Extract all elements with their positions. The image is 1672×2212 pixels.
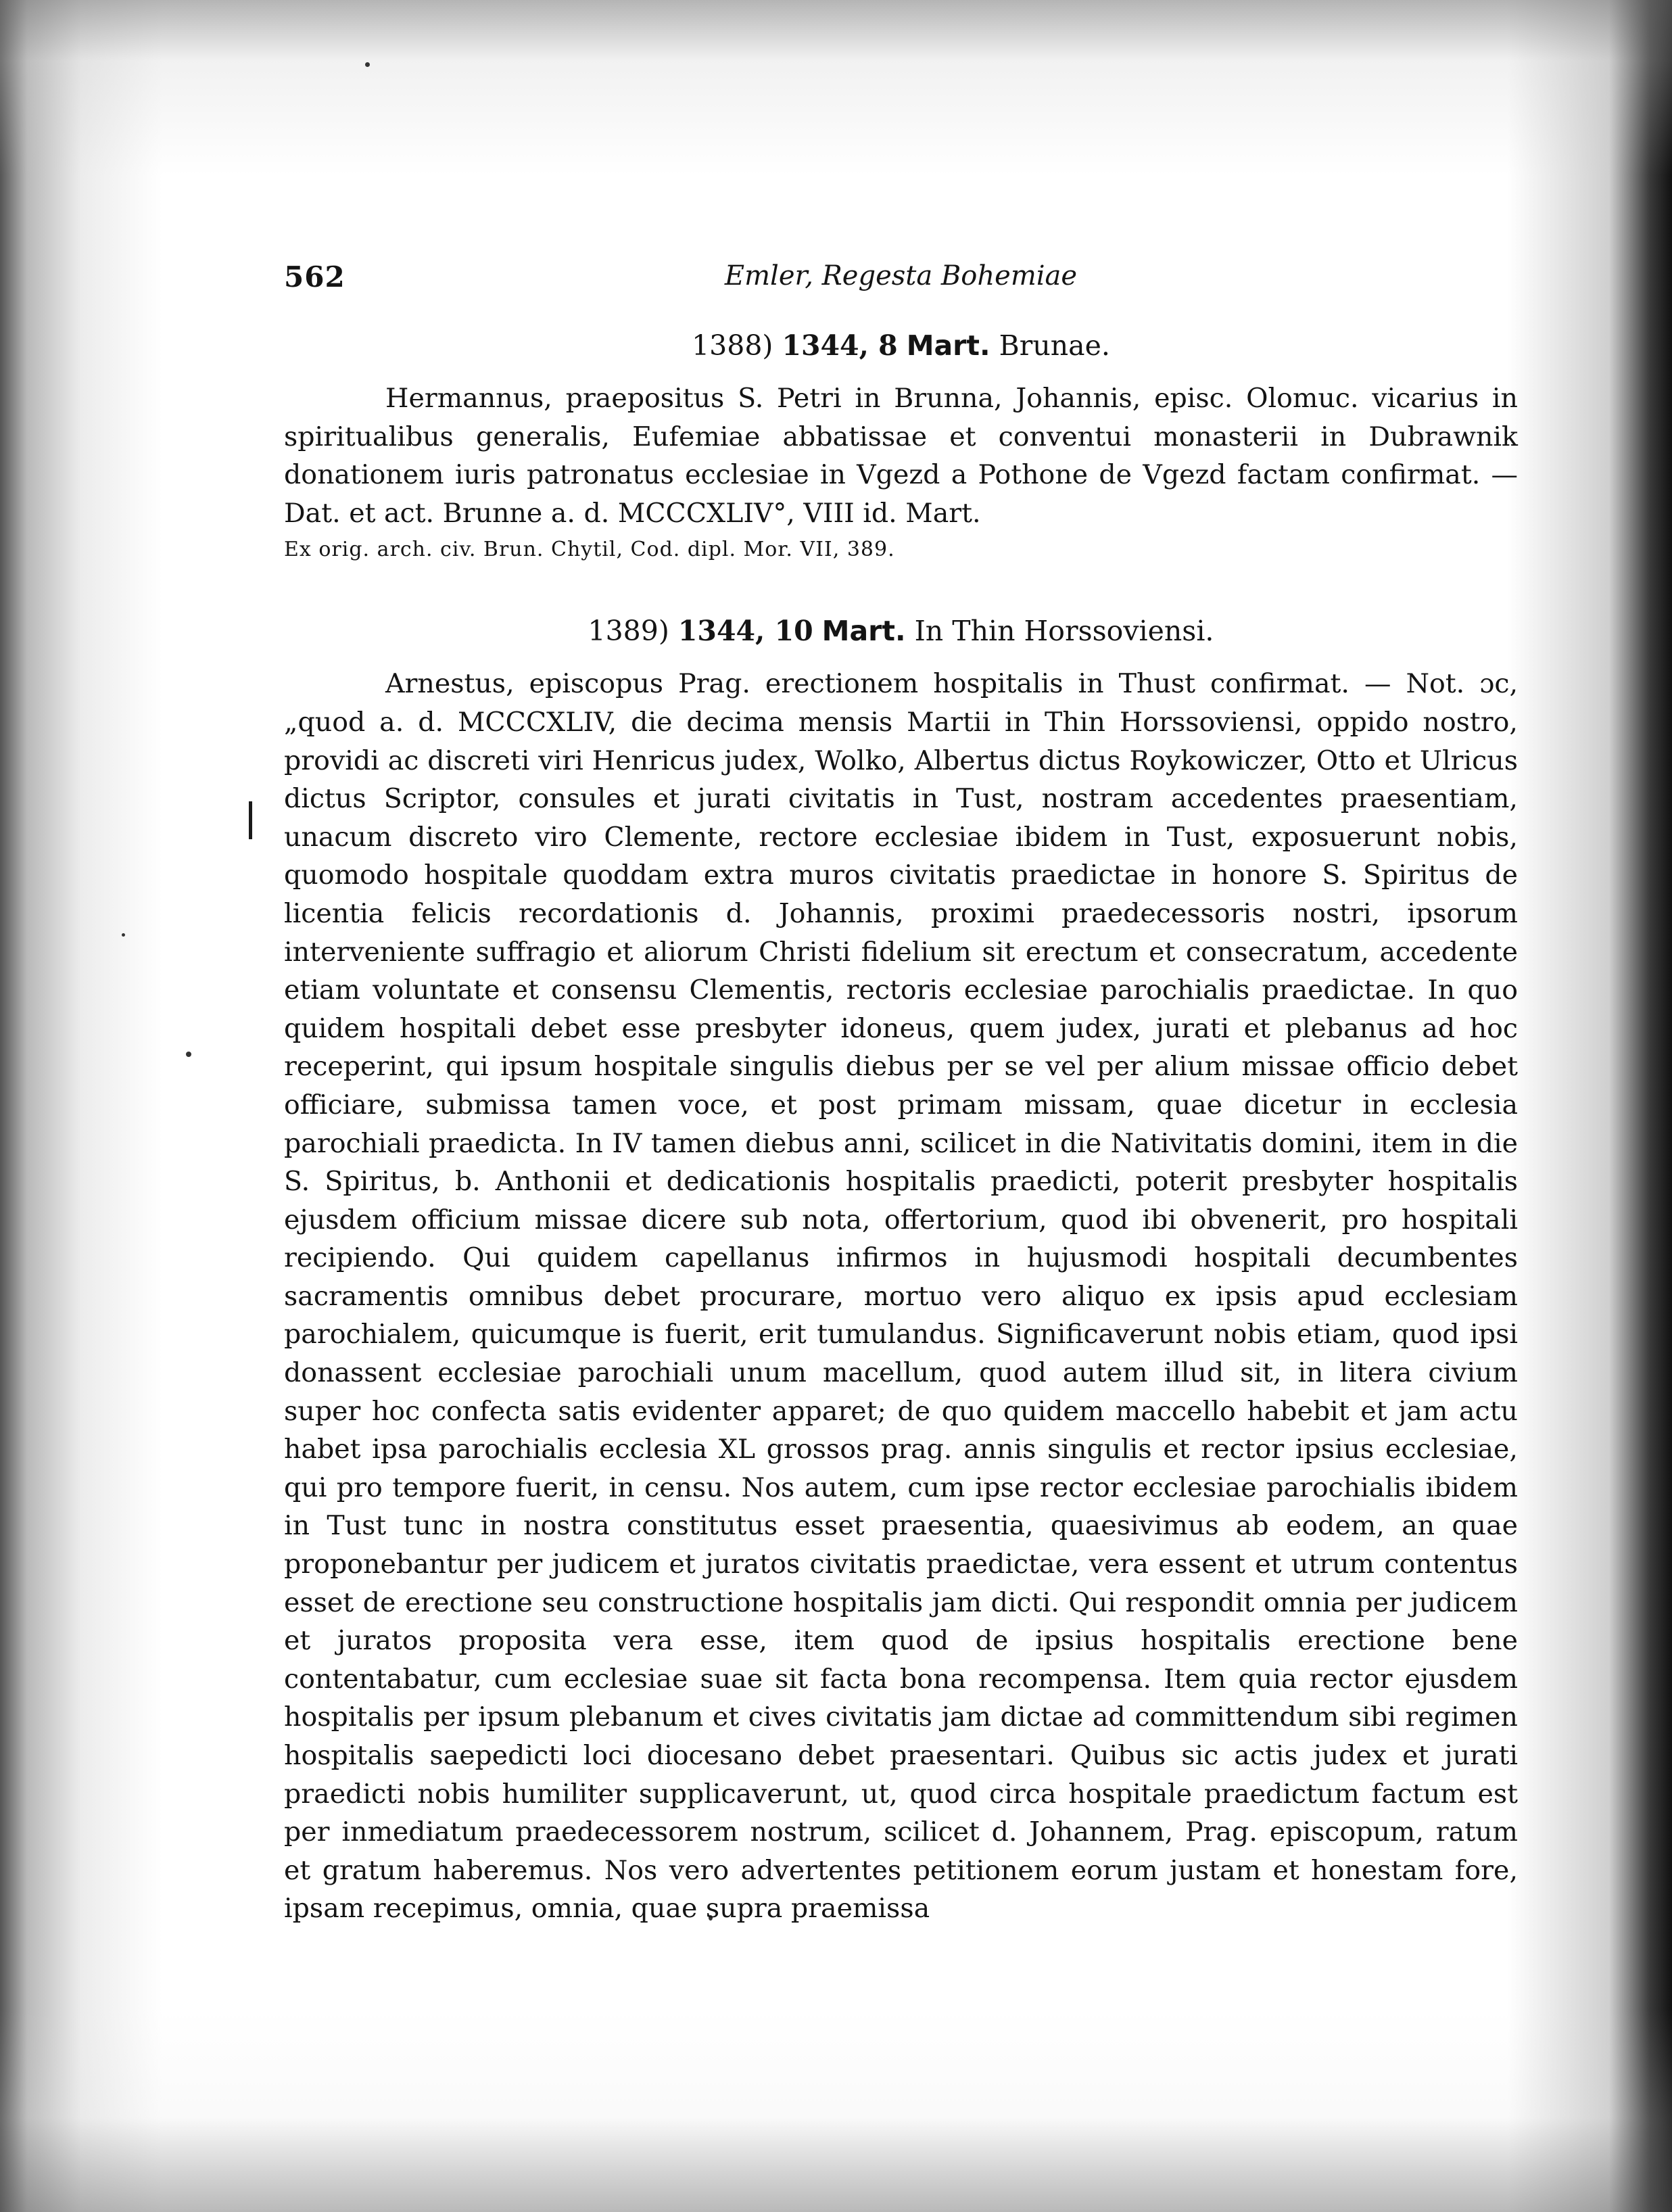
- entry-heading: [284, 327, 1518, 364]
- page-number: 562: [284, 260, 345, 293]
- entry-month: Mart.: [821, 615, 906, 648]
- speck: [365, 62, 370, 67]
- entry-text: Arnestus, episcopus Prag. erectionem hospitalis in Thust confirmat. — Not. ɔc, „quod a. d. MCCCXLIV, die decima mensis Martii in Thin Horssoviensi, oppido nostro, providi ac discreti viri Henricus judex, Wolko, Albertus dictus Roykowiczer, Otto et Ulricus dictus Scriptor, consules et jurati civitatis in Tust, nostram accedentes praesentiam, unacum discreto viro Clemente, rectore ecclesiae ibidem in Tust, exposuerunt nobis, quomodo hospitale quoddam extra muros civitatis praedictae in honore S. Spiritus de licentia felicis recordationis d. Johannis, proximi praedecessoris nostri, ipsorum interveniente suffragio et aliorum Christi fidelium sit erectum et consecratum, accedente etiam voluntate et consensu Clementis, rectoris ecclesiae parochialis praedictae. In quo quidem hospitali debet esse presbyter idoneus, quem judex, jurati et plebanus ad hoc receperint, qui ipsum hospitale singulis diebus per se vel per alium missae officio debet officiare, submissa tamen voce, et post primam missam, quae dicetur in ecclesia parochiali praedicta. In IV tamen diebus anni, scilicet in die Nativitatis domini, item in die S. Spiritus, b. Anthonii et dedicationis hospitalis praedicti, poterit presbyter hospitalis ejusdem officium missae dicere sub nota, offertorium, quod ibi obvenerit, pro hospitali recipiendo. Qui quidem capellanus infirmos in hujusmodi hospitali decumbentes sacramentis omnibus debet procurare, mortuo vero aliquo ex ipsis apud ecclesiam parochialem, quicumque is fuerit, erit tumulandus. Significaverunt nobis etiam, quod ipsi donassent ecclesiae parochiali unum macellum, quod autem illud sit, in litera civium super hoc confecta satis evidenter apparet; de quo quidem maccello habebit et jam actu habet ipsa parochialis ecclesia XL grossos prag. annis singulis et rector ipsius ecclesiae, qui pro tempore fuerit, in censu. Nos autem, cum ipse rector ecclesiae parochialis ibidem in Tust tunc in nostra constitutus esset praesentia, quaesivimus ab eodem, an quae proponebantur per judicem et juratos civitatis praedictae, vera essent et utrum contentus esset de erectione seu constructione hospitalis jam dicti. Qui respondit omnia per judicem et juratos proposita vera esse, item quod de ipsius hospitalis erectione bene contentabatur, cum ecclesiae suae sit facta bona recompensa. Item quia rector ejusdem hospitalis per ipsum plebanum et cives civitatis jam dictae ad committendum sibi regimen hospitalis saepedicti loci diocesano debet praesentari. Quibus sic actis judex et jurati praedicti nobis humiliter supplicaverunt, ut, quod circa hospitale praedictum factum est per inmediatum praedecessorem nostrum, scilicet d. Johannem, Prag. episcopum, ratum et gratum haberemus. Nos vero advertentes petitionem eorum justam et honestam fore, ipsam recepimus, omnia, quae supra praemissa: [284, 668, 1518, 1925]
- speck: [186, 1052, 191, 1057]
- entry-1388: [284, 327, 1518, 565]
- margin-mark: [249, 801, 252, 839]
- scan-shadow-top: [0, 0, 1672, 176]
- entry-date: 1344, 10: [677, 615, 813, 648]
- entry-1389: [284, 612, 1518, 1928]
- running-head: [284, 260, 1518, 308]
- running-title: Emler, Regesta Bohemiae: [724, 260, 1078, 291]
- entry-text: Hermannus, praepositus S. Petri in Brunna, Johannis, episc. Olomuc. vicarius in spiritualibus generalis, Eufemiae abbatissae et conventui monasterii in Dubrawnik donationem iuris patronatus ecclesiae in Vgezd a Pothone de Vgezd factam confirmat. — Dat. et act. Brunne a. d. MCCCXLIV°, VIII id. Mart.: [284, 383, 1518, 529]
- entry-number: 1388): [692, 329, 773, 362]
- entry-place: Brunae.: [999, 329, 1110, 362]
- entry-number: 1389): [588, 615, 669, 648]
- entry-place: In Thin Horssoviensi.: [914, 615, 1214, 648]
- speck: [122, 933, 125, 937]
- entry-month: Mart.: [906, 329, 990, 362]
- entry-heading: [284, 612, 1518, 650]
- page-content: [284, 260, 1518, 1928]
- scan-shadow-bottom: [0, 2009, 1672, 2212]
- entry-source: Ex orig. arch. civ. Brun. Chytil, Cod. dipl. Mor. VII, 389.: [284, 538, 895, 562]
- entry-date: 1344, 8: [782, 329, 898, 362]
